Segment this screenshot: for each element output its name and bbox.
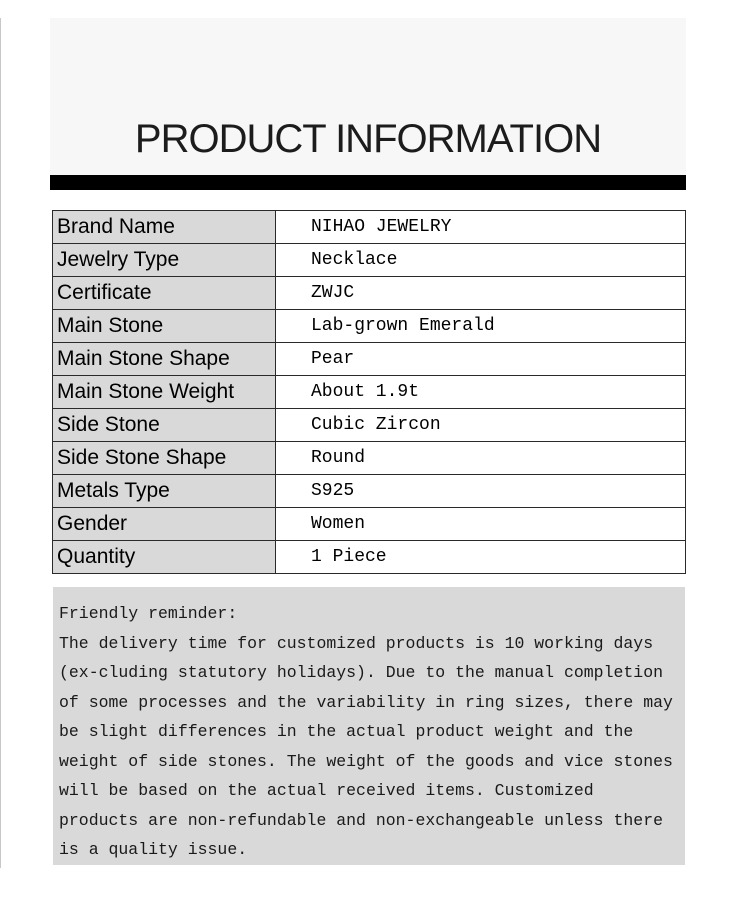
spec-row-main-stone-weight [53,376,686,409]
spec-row-side-stone-shape [53,442,686,475]
spec-row-jewelry-type [53,244,686,277]
page-title: PRODUCT INFORMATION [134,117,602,161]
title-divider [50,175,686,190]
spec-value: Round [276,442,686,475]
spec-row-brand-name [53,211,686,244]
friendly-reminder-box [53,587,685,865]
header-panel [50,18,686,175]
spec-row-certificate [53,277,686,310]
spec-value: ZWJC [276,277,686,310]
spec-row-main-stone-shape [53,343,686,376]
spec-row-side-stone [53,409,686,442]
spec-label: Metals Type [53,475,276,508]
spec-label: Main Stone Shape [53,343,276,376]
spec-label: Quantity [53,541,276,574]
spec-label: Certificate [53,277,276,310]
spec-value: Women [276,508,686,541]
spec-row-main-stone [53,310,686,343]
spec-label: Side Stone Shape [53,442,276,475]
spec-value: About 1.9t [276,376,686,409]
spec-label: Brand Name [53,211,276,244]
spec-table [52,210,686,574]
spec-row-gender [53,508,686,541]
left-edge-line [0,18,1,868]
spec-value: NIHAO JEWELRY [276,211,686,244]
spec-label: Gender [53,508,276,541]
spec-label: Main Stone Weight [53,376,276,409]
spec-row-metals-type [53,475,686,508]
spec-row-quantity [53,541,686,574]
spec-label: Main Stone [53,310,276,343]
spec-value: S925 [276,475,686,508]
spec-value: Cubic Zircon [276,409,686,442]
spec-value: Necklace [276,244,686,277]
reminder-heading: Friendly reminder: [59,604,238,623]
spec-value: Pear [276,343,686,376]
spec-value: Lab-grown Emerald [276,310,686,343]
spec-value: 1 Piece [276,541,686,574]
reminder-body: The delivery time for customized products is 10 working days (ex-cluding statutory holidays). Due to the manual completion of some processes and the variability in ring sizes, there may be slight differences in the actual product weight and the weight of side stones. The weight of the goods and vice stones will be based on the actual received items. Customized products are non-refundable and non-exchangeable unless there is a quality issue. [59,633,673,859]
spec-label: Jewelry Type [53,244,276,277]
spec-label: Side Stone [53,409,276,442]
